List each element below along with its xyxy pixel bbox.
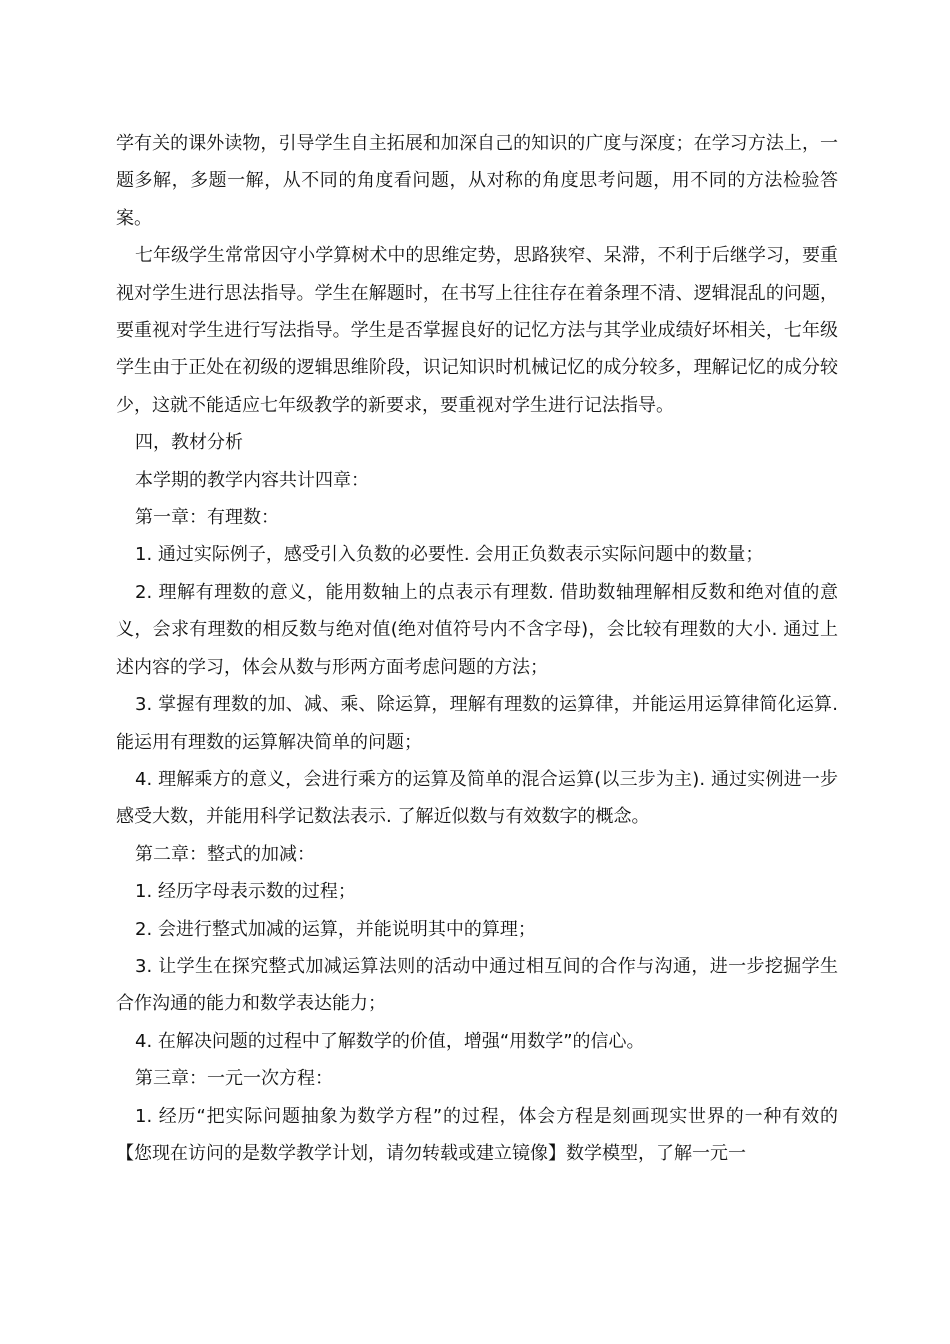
chapter-1-item-2: 2. 理解有理数的意义，能用数轴上的点表示有理数. 借助数轴理解相反数和绝对值的意义，会求有理数的相反数与绝对值(绝对值符号内不含字母)，会比较有理数的大小. 通过上述内容的学习，体会从数与形两方面考虑问题的方法； (116, 581, 838, 678)
paragraph-learning-methods: 学有关的课外读物，引导学生自主拓展和加深自己的知识的广度与深度；在学习方法上，一题多解，多题一解，从不同的角度看问题，从对称的角度思考问题，用不同的方法检验答案。 (116, 133, 838, 229)
paragraph-guidance: 七年级学生常常因守小学算树术中的思维定势，思路狭窄、呆滞，不利于后继学习，要重视对学生进行思法指导。学生在解题时，在书写上往往存在着条理不清、逻辑混乱的问题，要重视对学生进行写法指导。学生是否掌握良好的记忆方法与其学业成绩好坏相关，七年级学生由于正处在初级的逻辑思维阶段，识记知识时机械记忆的成分较多，理解记忆的成分较少，这就不能适应七年级教学的新要求，要重视对学生进行记法指导。 (116, 245, 838, 416)
document-body (116, 125, 838, 1172)
section-heading-textbook-analysis: 四，教材分析 (135, 432, 243, 454)
chapter-1-item-1: 1. 通过实际例子，感受引入负数的必要性. 会用正负数表示实际问题中的数量； (135, 544, 764, 566)
chapter-1-item-4: 4. 理解乘方的意义，会进行乘方的运算及简单的混合运算(以三步为主). 通过实例进一步感受大数，并能用科学记数法表示. 了解近似数与有效数字的概念。 (116, 768, 838, 828)
chapter-2-item-1: 1. 经历字母表示数的过程； (135, 881, 356, 903)
chapter-heading-3: 第三章：一元一次方程： (135, 1068, 333, 1090)
chapter-3-item-1: 1. 经历“把实际问题抽象为数学方程”的过程，体会方程是刻画现实世界的一种有效的【您现在访问的是数学教学计划，请勿转载或建立镜像】数学模型，了解一元一 (116, 1105, 838, 1164)
chapter-2-item-4: 4. 在解决问题的过程中了解数学的价值，增强“用数学”的信心。 (135, 1030, 645, 1052)
chapter-1-item-3: 3. 掌握有理数的加、减、乘、除运算，理解有理数的运算律，并能运用运算律简化运算. 能运用有理数的运算解决简单的问题； (116, 694, 838, 753)
chapter-heading-2: 第二章：整式的加减： (135, 843, 315, 865)
chapter-2-item-3: 3. 让学生在探究整式加减运算法则的活动中通过相互间的合作与沟通，进一步挖掘学生合作沟通的能力和数学表达能力； (116, 955, 838, 1015)
chapter-heading-1: 第一章：有理数： (135, 507, 279, 529)
chapter-2-item-2: 2. 会进行整式加减的运算，并能说明其中的算理； (135, 918, 536, 940)
paragraph-semester-overview: 本学期的教学内容共计四章： (135, 469, 369, 491)
